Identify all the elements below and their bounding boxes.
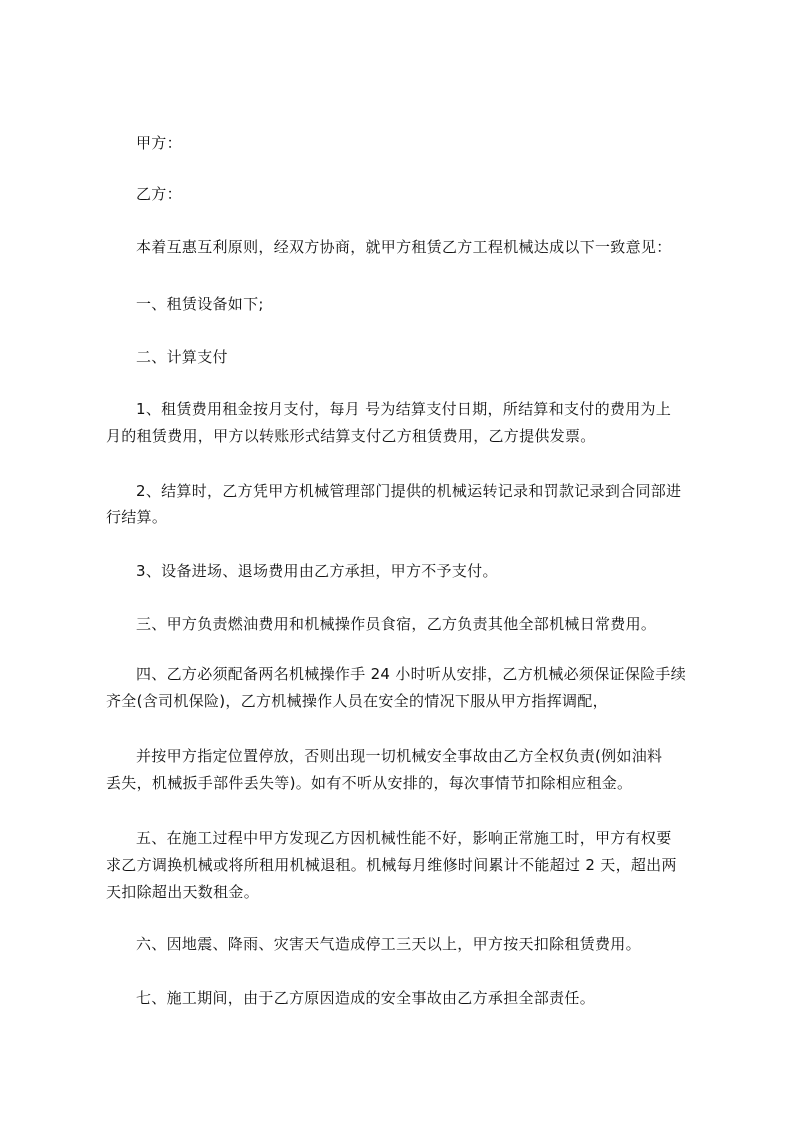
section-6-text: 六、因地震、降雨、灾害天气造成停工三天以上，甲方按天扣除租赁费用。 — [136, 935, 641, 953]
section-5-line-3: 天扣除超出天数租金。 — [106, 883, 260, 901]
preamble-text: 本着互惠互利原则，经双方协商，就甲方租赁乙方工程机械达成以下一致意见： — [136, 238, 672, 256]
party-a-label: 甲方： — [136, 134, 182, 152]
item-2-line-2: 行结算。 — [106, 508, 168, 526]
section-4-line-2: 齐全(含司机保险)，乙方机械操作人员在安全的情况下服从甲方指挥调配， — [106, 692, 608, 710]
section-4-cont-line-1: 并按甲方指定位置停放，否则出现一切机械安全事故由乙方全权负责(例如油料 — [136, 747, 663, 765]
section-3-text: 三、甲方负责燃油费用和机械操作员食宿，乙方负责其他全部机械日常费用。 — [136, 615, 657, 633]
item-1-line-2: 月的租赁费用，甲方以转账形式结算支付乙方租赁费用，乙方提供发票。 — [106, 427, 596, 445]
section-1-heading: 一、租赁设备如下; — [136, 295, 264, 313]
section-5-line-2: 求乙方调换机械或将所租用机械退租。机械每月维修时间累计不能超过 2 天，超出两 — [106, 856, 677, 874]
item-3-text: 3、设备进场、退场费用由乙方承担，甲方不予支付。 — [136, 562, 498, 580]
section-4-cont-line-2: 丢失，机械扳手部件丢失等)。如有不听从安排的，每次事情节扣除相应租金。 — [106, 774, 633, 792]
section-5-line-1: 五、在施工过程中甲方发现乙方因机械性能不好，影响正常施工时，甲方有权要 — [136, 829, 672, 847]
item-1-line-1: 1、租赁费用租金按月支付，每月 号为结算支付日期，所结算和支付的费用为上 — [136, 400, 672, 418]
section-2-heading: 二、计算支付 — [136, 348, 228, 366]
item-2-line-1: 2、结算时，乙方凭甲方机械管理部门提供的机械运转记录和罚款记录到合同部进 — [136, 482, 682, 500]
party-b-label: 乙方： — [136, 185, 182, 203]
section-7-text: 七、施工期间，由于乙方原因造成的安全事故由乙方承担全部责任。 — [136, 989, 596, 1007]
section-4-line-1: 四、乙方必须配备两名机械操作手 24 小时听从安排，乙方机械必须保证保险手续 — [136, 665, 687, 683]
